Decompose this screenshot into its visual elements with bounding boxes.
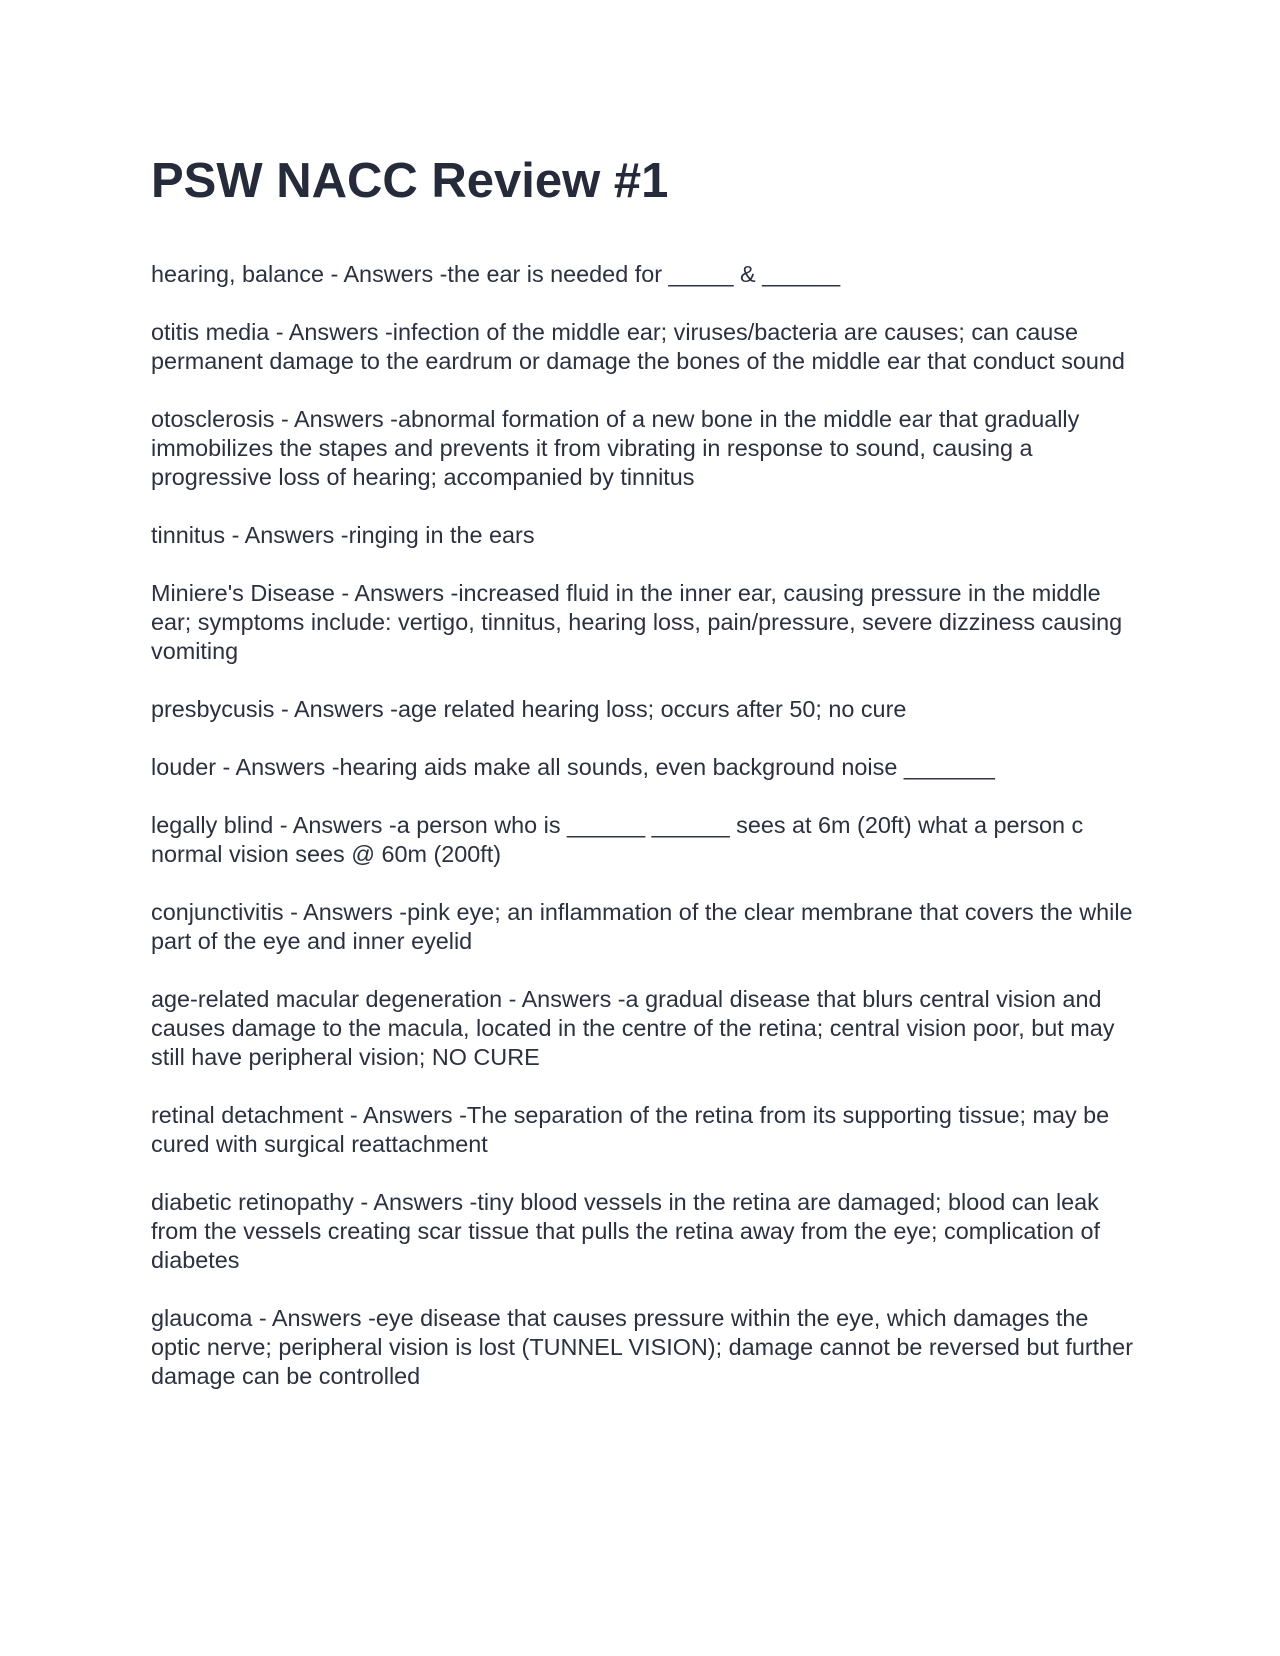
entry-macular-degeneration: age-related macular degeneration - Answers -a gradual disease that blurs central vision and causes damage to the macula, located in the centre of the retina; central vision poor, but may still have peripheral vision; NO CURE (151, 986, 1115, 1070)
entry-otosclerosis: otosclerosis - Answers -abnormal formation of a new bone in the middle ear that gradually immobilizes the stapes and prevents it from vibrating in response to sound, causing a progressive loss of hearing; accompanied by tinnitus (151, 406, 1080, 490)
entry-tinnitus: tinnitus - Answers -ringing in the ears (151, 522, 535, 548)
entry-list (151, 260, 1141, 1391)
entry-hearing-balance: hearing, balance - Answers -the ear is needed for _____ & ______ (151, 261, 841, 287)
document-page (151, 152, 1141, 1420)
entry-conjunctivitis: conjunctivitis - Answers -pink eye; an inflammation of the clear membrane that covers the while part of the eye and inner eyelid (151, 899, 1133, 954)
document-title: PSW NACC Review #1 (151, 154, 669, 208)
entry-legally-blind: legally blind - Answers -a person who is ______ ______ sees at 6m (20ft) what a person c normal vision sees @ 60m (200ft) (151, 812, 1084, 867)
entry-otitis-media: otitis media - Answers -infection of the middle ear; viruses/bacteria are causes; can cause permanent damage to the eardrum or damage the bones of the middle ear that conduct sound (151, 319, 1125, 374)
entry-diabetic-retinopathy: diabetic retinopathy - Answers -tiny blood vessels in the retina are damaged; blood can leak from the vessels creating scar tissue that pulls the retina away from the eye; complication of diabetes (151, 1189, 1101, 1273)
entry-glaucoma: glaucoma - Answers -eye disease that causes pressure within the eye, which damages the optic nerve; peripheral vision is lost (TUNNEL VISION); damage cannot be reversed but further damage can be controlled (151, 1305, 1133, 1389)
entry-louder: louder - Answers -hearing aids make all sounds, even background noise _______ (151, 754, 995, 780)
entry-retinal-detachment: retinal detachment - Answers -The separation of the retina from its supporting tissue; may be cured with surgical reattachment (151, 1102, 1110, 1157)
entry-minieres-disease: Miniere's Disease - Answers -increased fluid in the inner ear, causing pressure in the middle ear; symptoms include: vertigo, tinnitus, hearing loss, pain/pressure, severe dizziness causing vomiting (151, 580, 1123, 664)
entry-presbycusis: presbycusis - Answers -age related hearing loss; occurs after 50; no cure (151, 696, 907, 722)
